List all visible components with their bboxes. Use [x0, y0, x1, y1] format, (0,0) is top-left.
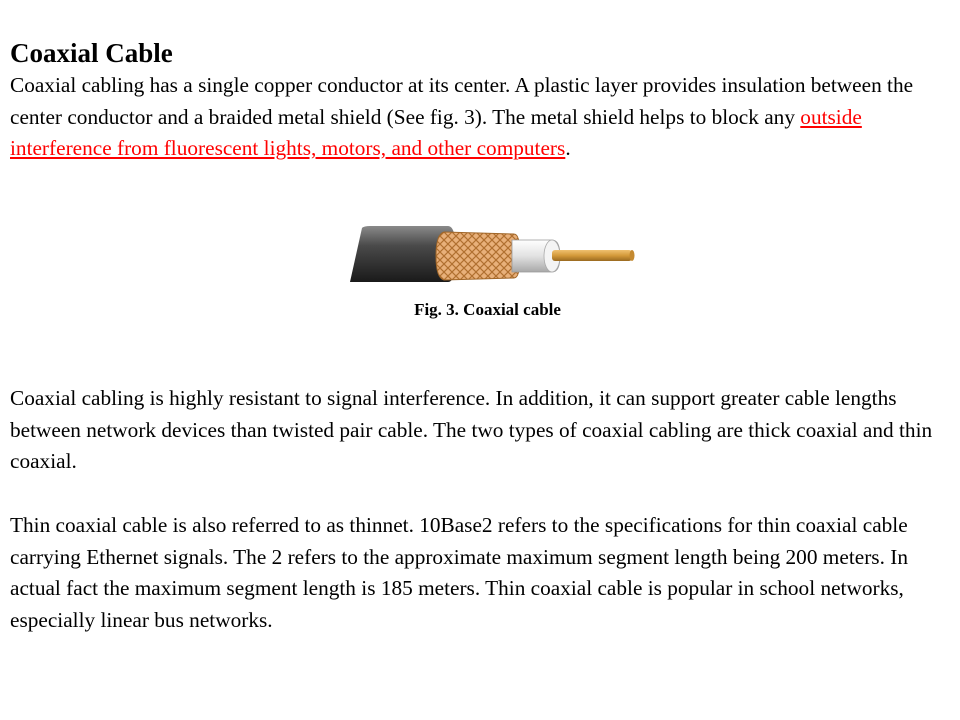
page-title: Coaxial Cable — [10, 38, 173, 68]
braided-shield — [436, 232, 520, 280]
body-paragraph-3: Thin coaxial cable is also referred to as thinnet. 10Base2 refers to the specifications for thin coaxial cable carrying Ethernet signals. The 2 refers to the approximate maximum segment length being 200 meters. In actual fact the maximum segment length is 185 meters. Thin coaxial cable is popular in school networks, especially linear bus networks. — [10, 513, 908, 632]
interference-link[interactable]: outside interference from fluorescent lights, motors, and other computers — [10, 104, 862, 160]
body-paragraph-2: Coaxial cabling is highly resistant to signal interference. In addition, it can support greater cable lengths between network devices than twisted pair cable. The two types of coaxial cabling are thick coaxial and thin coaxial. — [10, 386, 933, 473]
intro-text: Coaxial cabling has a single copper conductor at its center. A plastic layer provides insulation between the center conductor and a braided metal shield (See fig. 3). The metal shield helps to block any — [10, 73, 914, 129]
copper-conductor — [552, 250, 632, 261]
figure-caption: Fig. 3. Coaxial cable — [414, 300, 561, 319]
intro-paragraph — [10, 70, 955, 165]
intro-end: . — [565, 136, 571, 160]
slide-content — [10, 36, 955, 632]
coaxial-cable-image — [340, 216, 640, 284]
